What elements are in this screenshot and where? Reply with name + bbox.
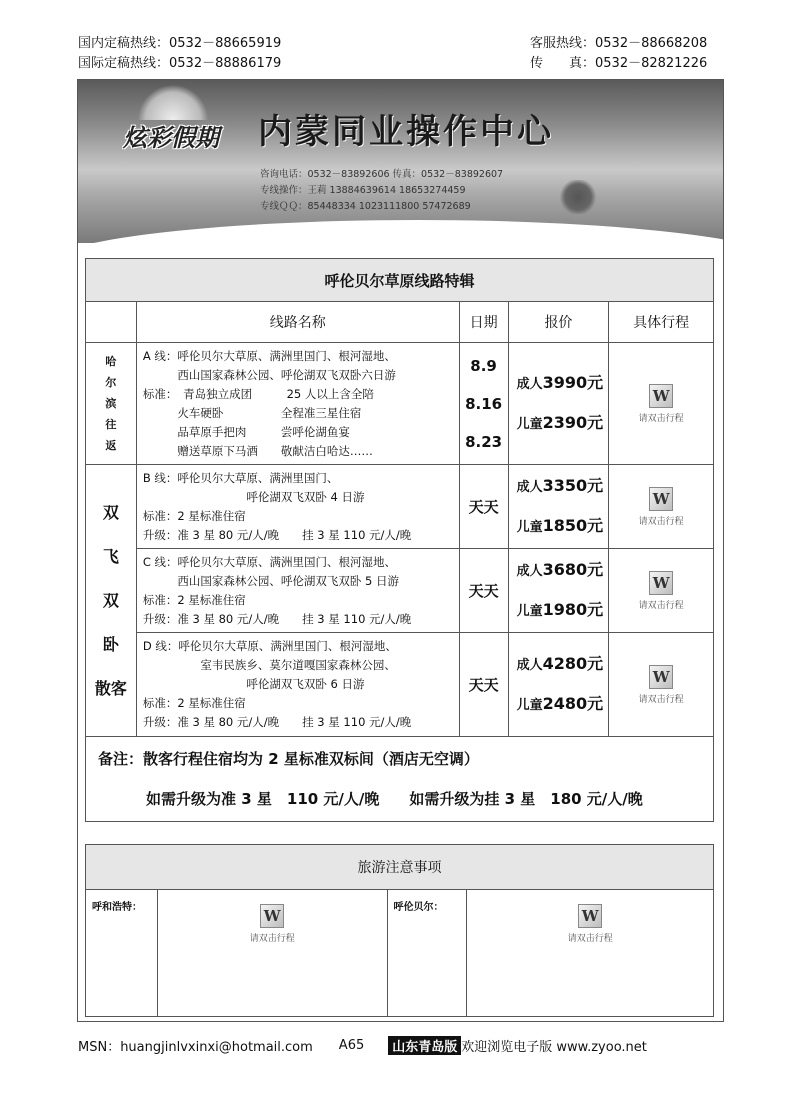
route-a-price: 成人3990元 儿童2390元	[508, 343, 609, 465]
route-b-date: 天天	[459, 465, 508, 549]
msn-contact: MSN：huangjinlvxinxi@hotmail.com	[78, 1040, 313, 1055]
remarks-line-2: 如需升级为准 3 星 110 元/人/晚 如需升级为挂 3 星 180 元/人/晚	[146, 790, 643, 808]
international-hotline: 国际定稿热线：0532－88886179	[78, 56, 282, 71]
route-b-description: B 线：呼伦贝尔大草原、满洲里国门、 呼伦湖双飞双卧 4 日游 标准：2 星标准住宿 升级：准 3 星 80 元/人/晚 挂 3 星 110 元/人/晚	[136, 465, 459, 549]
route-d-itinerary-link[interactable]: W 请双击行程	[609, 633, 714, 737]
website-tagline: 欢迎浏览电子版 www.zyoo.net	[461, 1040, 647, 1055]
route-a-dates: 8.9 8.16 8.23	[459, 343, 508, 465]
notice-label-hulunbuir: 呼伦贝尔：	[387, 890, 467, 1017]
route-c-date: 天天	[459, 549, 508, 633]
header-itinerary: 具体行程	[609, 302, 714, 343]
route-table	[85, 258, 714, 822]
route-d-date: 天天	[459, 633, 508, 737]
edition-badge: 山东青岛版	[388, 1036, 461, 1055]
route-a-description: A 线：呼伦贝尔大草原、满洲里国门、根河湿地、 西山国家森林公园、呼伦湖双飞双卧六日游 标准： 青岛独立成团 25 人以上含全陪 火车硬卧 全程准三星住宿 品草原手把肉 尝呼伦湖鱼宴 赠送草原下马酒 敬献洁白哈达……	[136, 343, 459, 465]
route-b-itinerary-link[interactable]: W 请双击行程	[609, 465, 714, 549]
domestic-hotline: 国内定稿热线：0532－88665919	[78, 36, 282, 51]
route-c-price: 成人3680元 儿童1980元	[508, 549, 609, 633]
header-route-name: 线路名称	[136, 302, 459, 343]
contact-line: 咨询电话：0532－83892606 传真：0532－83892607	[260, 169, 504, 180]
notice-title: 旅游注意事项	[86, 845, 714, 890]
notice-label-hohhot: 呼和浩特：	[86, 890, 158, 1017]
notice-table	[85, 844, 714, 1017]
category-harbin: 哈 尔 滨 往 返	[86, 343, 137, 465]
route-b-price: 成人3350元 儿童1850元	[508, 465, 609, 549]
footer	[78, 1036, 708, 1055]
hotlines-right	[530, 34, 707, 74]
word-document-icon: W	[649, 571, 673, 595]
word-document-icon: W	[649, 665, 673, 689]
route-a-itinerary-link[interactable]: W 请双击行程	[609, 343, 714, 465]
word-document-icon: W	[649, 487, 673, 511]
category-double-fly: 双 飞 双 卧 散客	[86, 465, 137, 737]
brand-logo	[106, 106, 236, 164]
page-number: A65	[338, 1038, 365, 1053]
tree-graphic	[558, 180, 598, 214]
route-d-description: D 线：呼伦贝尔大草原、满洲里国门、根河湿地、 室韦民族乡、莫尔道嘎国家森林公园、 呼伦湖双飞双卧 6 日游 标准：2 星标准住宿 升级：准 3 星 80 元/人/晚 挂 3 星 110 元/人/晚	[136, 633, 459, 737]
banner	[78, 80, 723, 243]
route-d-price: 成人4280元 儿童2480元	[508, 633, 609, 737]
remarks	[86, 737, 714, 822]
word-document-icon: W	[260, 904, 284, 928]
contact-line: 专线ＱＱ：85448334 1023111800 57472689	[260, 201, 471, 212]
banner-curve	[78, 220, 723, 243]
header-date: 日期	[459, 302, 508, 343]
notice-hohhot-link[interactable]: W 请双击行程	[157, 890, 387, 1017]
banner-title: 内蒙同业操作中心	[258, 112, 554, 152]
route-table-title: 呼伦贝尔草原线路特辑	[86, 259, 714, 302]
header-blank	[86, 302, 137, 343]
service-hotline: 客服热线：0532－88668208	[530, 36, 708, 51]
word-document-icon: W	[578, 904, 602, 928]
word-document-icon: W	[649, 384, 673, 408]
route-c-description: C 线：呼伦贝尔大草原、满洲里国门、根河湿地、 西山国家森林公园、呼伦湖双飞双卧 5 日游 标准：2 星标准住宿 升级：准 3 星 80 元/人/晚 挂 3 星 110 元/人/晚	[136, 549, 459, 633]
hotlines-left	[78, 34, 281, 74]
remarks-line-1: 备注：散客行程住宿均为 2 星标准双标间（酒店无空调）	[98, 750, 479, 768]
route-c-itinerary-link[interactable]: W 请双击行程	[609, 549, 714, 633]
notice-hulunbuir-link[interactable]: W 请双击行程	[467, 890, 714, 1017]
fax-number: 传 真：0532－82821226	[530, 56, 708, 71]
contact-line: 专线操作：王莉 13884639614 18653274459	[260, 185, 466, 196]
header-price: 报价	[508, 302, 609, 343]
logo-text: 炫彩假期	[123, 122, 219, 152]
